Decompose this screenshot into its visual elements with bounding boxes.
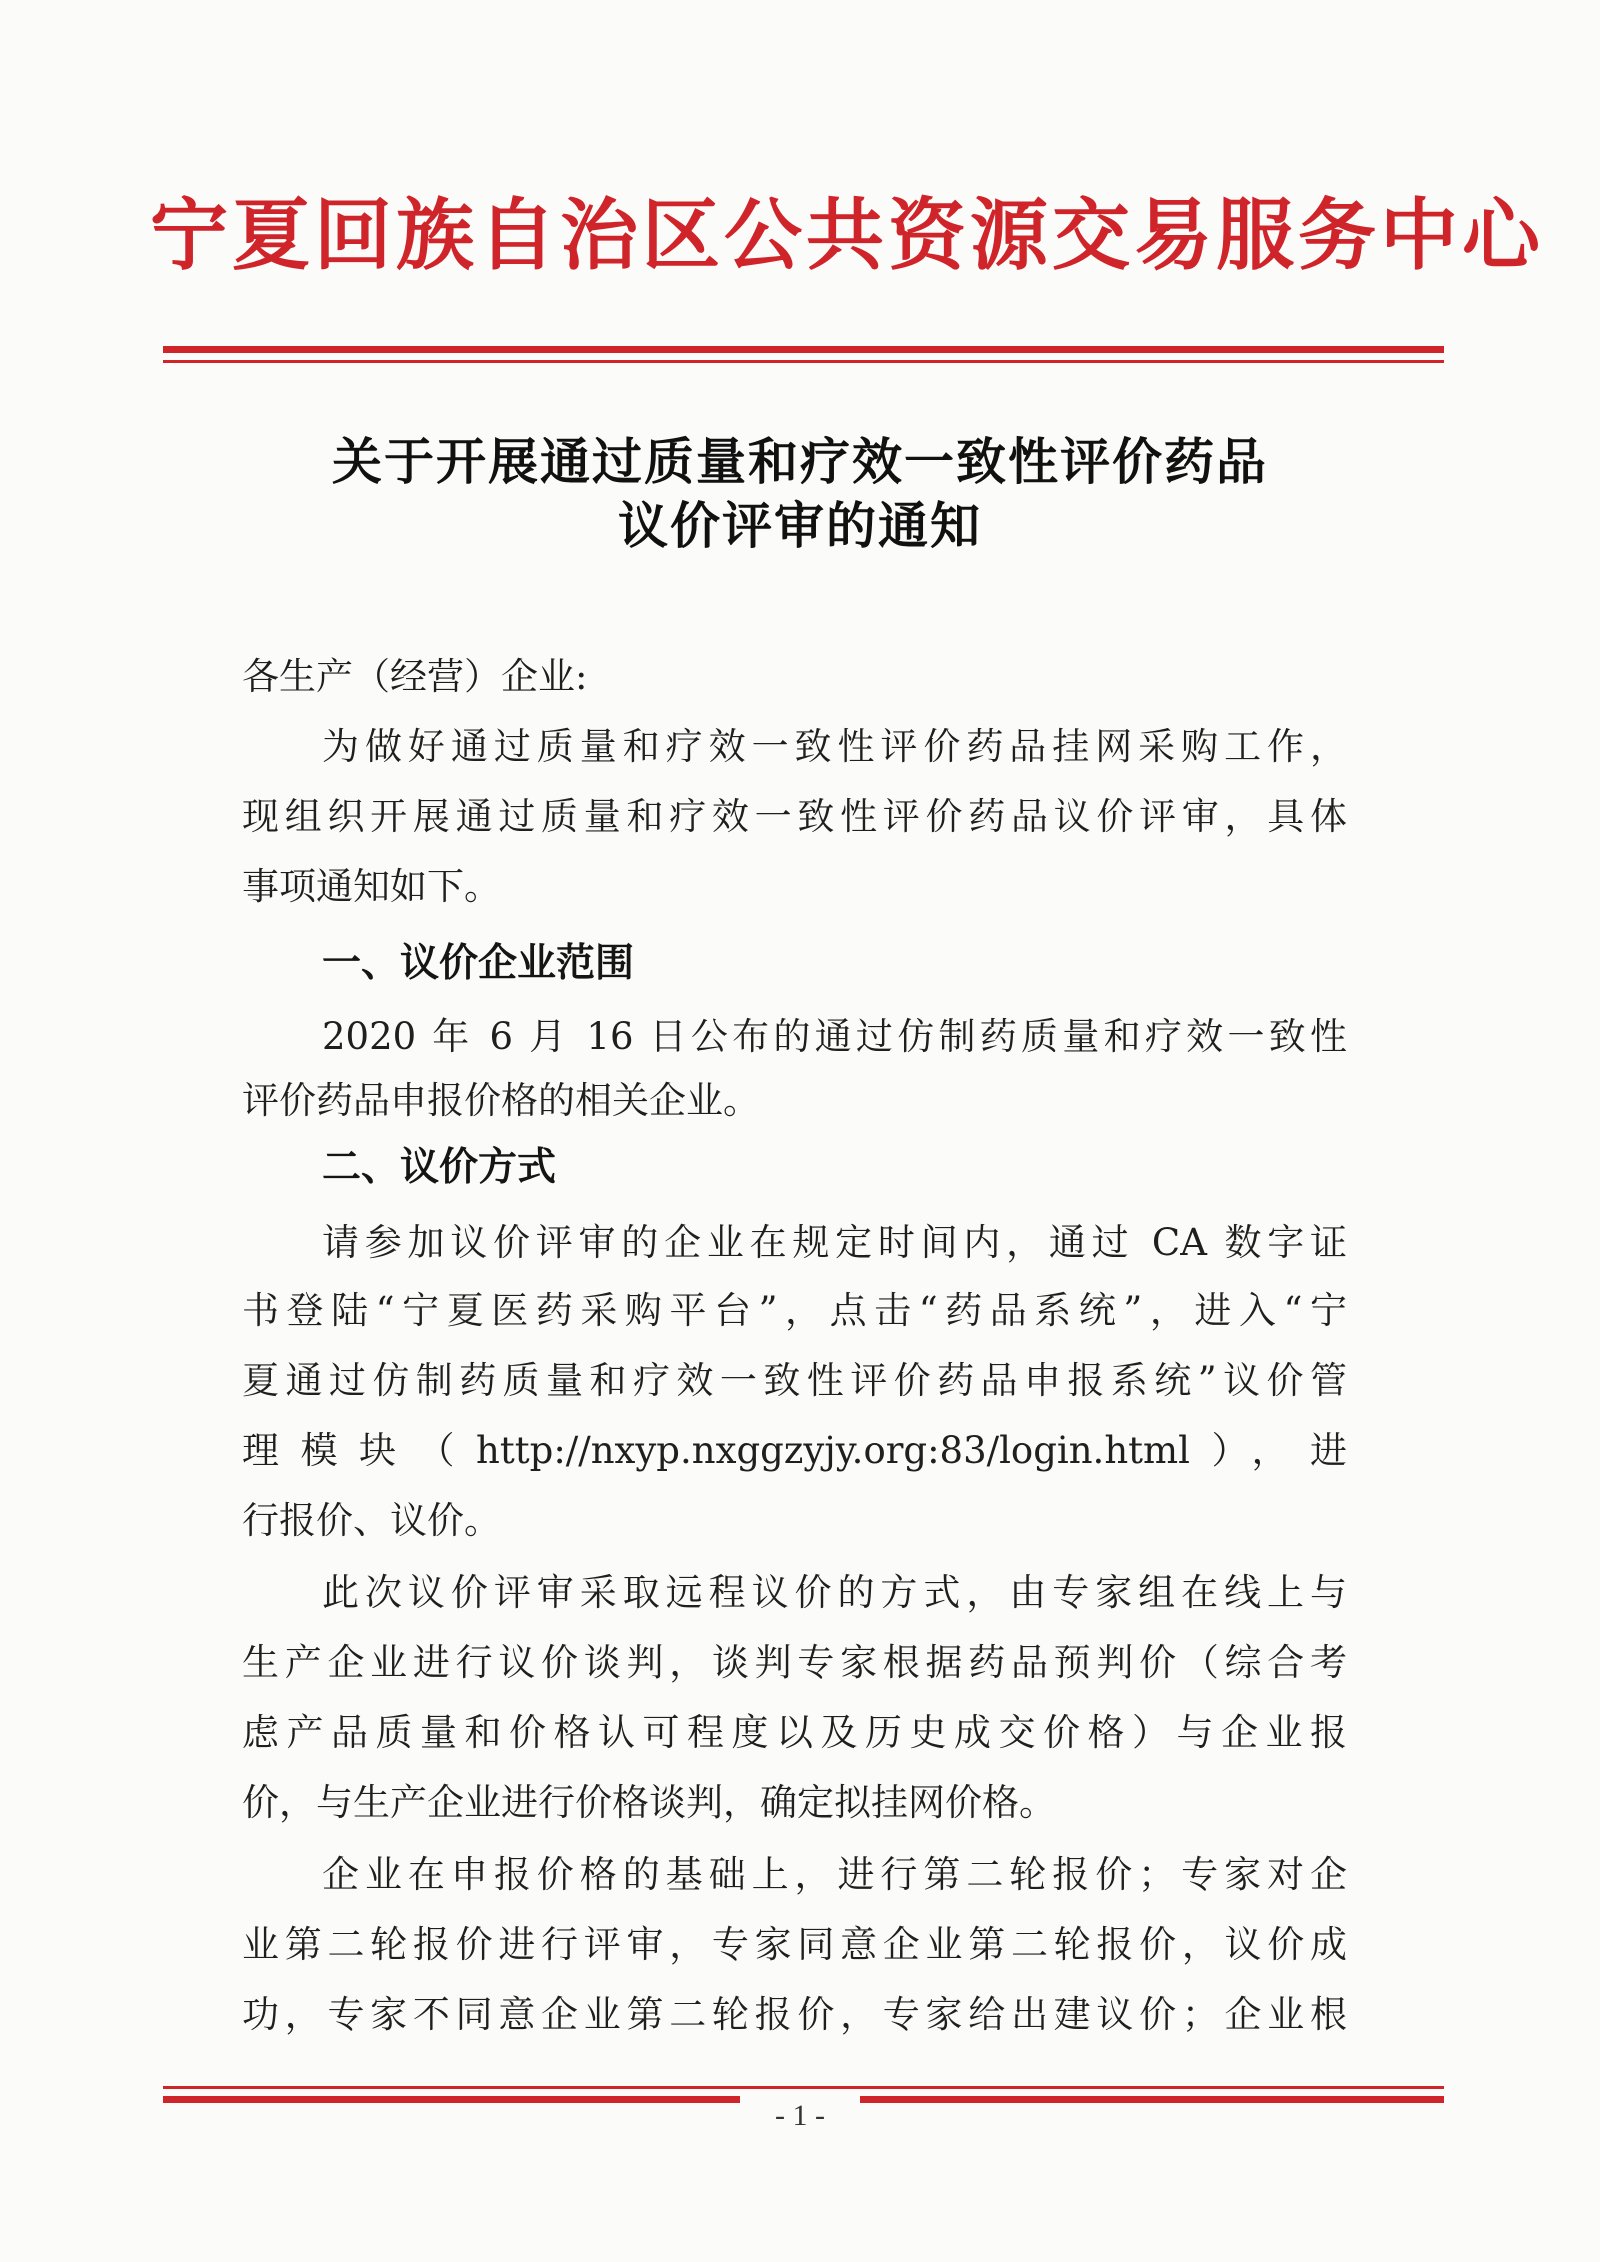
document-title-line-1: 关于开展通过质量和疗效一致性评价药品 [332,432,1268,491]
section-heading-1: 一、议价企业范围 [322,940,635,986]
footer-rule-thin [163,2086,1444,2089]
paragraph-5-line-2: 业第二轮报价进行评审，专家同意企业第二轮报价，议价成 [242,1923,1347,1966]
paragraph-1-line-1: 为做好通过质量和疗效一致性评价药品挂网采购工作， [322,725,1347,768]
paragraph-1-line-2: 现组织开展通过质量和疗效一致性评价药品议价评审，具体 [242,795,1347,838]
paragraph-3-line-1: 请参加议价评审的企业在规定时间内，通过 CA 数字证 [322,1221,1347,1264]
paragraph-4-line-3: 虑产品质量和价格认可程度以及历史成交价格）与企业报 [242,1711,1347,1754]
salutation: 各生产（经营）企业: [242,655,588,698]
paragraph-4-line-4: 价，与生产企业进行价格谈判，确定拟挂网价格。 [242,1781,1056,1824]
paragraph-4-line-2: 生产企业进行议价谈判，谈判专家根据药品预判价（综合考 [242,1641,1347,1684]
page-number: - 1 - [740,2096,860,2136]
letterhead-title: 宁夏回族自治区公共资源交易服务中心 [150,190,1545,281]
paragraph-2-line-2: 评价药品申报价格的相关企业。 [242,1079,760,1122]
section-heading-2: 二、议价方式 [322,1144,557,1190]
document-title-line-2: 议价评审的通知 [618,496,982,555]
paragraph-1-line-3: 事项通知如下。 [242,865,501,908]
letterhead-rule-thin [163,360,1444,363]
paragraph-3-line-4: 理模块（http://nxyp.nxggzyjy.org:83/login.html），进 [242,1429,1347,1472]
paragraph-4-line-1: 此次议价评审采取远程议价的方式，由专家组在线上与 [322,1571,1347,1614]
paragraph-3-line-5: 行报价、议价。 [242,1499,501,1542]
paragraph-5-line-3: 功，专家不同意企业第二轮报价，专家给出建议价；企业根 [242,1993,1347,2036]
paragraph-3-line-2: 书登陆“宁夏医药采购平台”，点击“药品系统”，进入“宁 [242,1289,1347,1332]
paragraph-3-line-3: 夏通过仿制药质量和疗效一致性评价药品申报系统”议价管 [242,1359,1347,1402]
letterhead-rule-thick [163,346,1444,353]
paragraph-2-line-1: 2020 年 6 月 16 日公布的通过仿制药质量和疗效一致性 [322,1015,1347,1058]
paragraph-5-line-1: 企业在申报价格的基础上，进行第二轮报价；专家对企 [322,1853,1347,1896]
